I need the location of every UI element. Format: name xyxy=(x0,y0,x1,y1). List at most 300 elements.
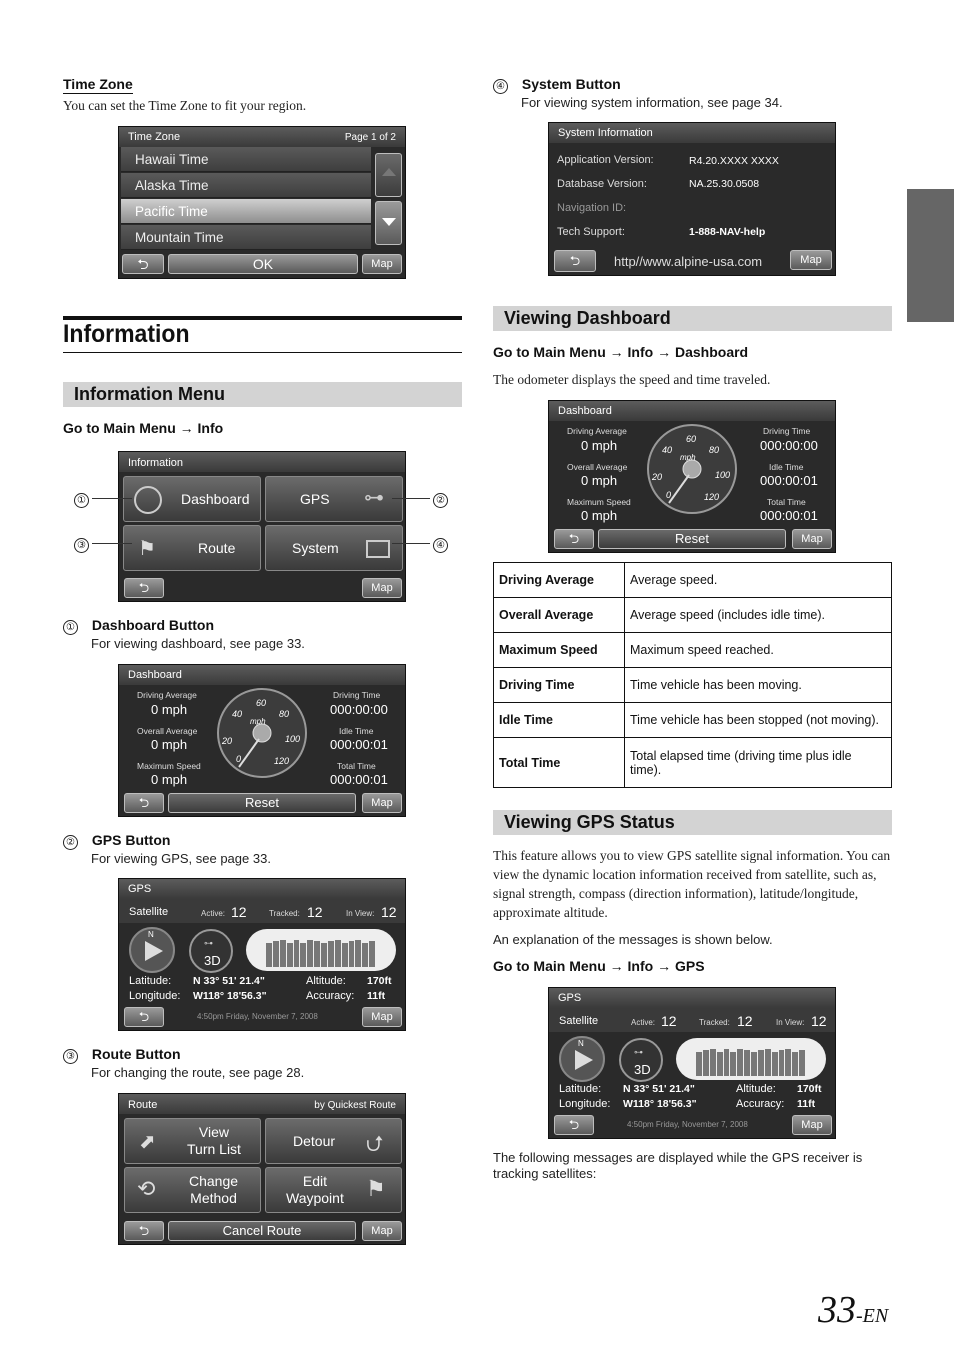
gps-path xyxy=(493,958,705,974)
screen-title: GPS xyxy=(558,992,582,1004)
screen-title: Information xyxy=(128,457,184,469)
screen-header xyxy=(119,1094,405,1114)
screen-title: Dashboard xyxy=(128,669,182,681)
page-number-suffix: -EN xyxy=(856,1305,889,1327)
longitude-label: Longitude: xyxy=(559,1098,611,1110)
system-information-screen xyxy=(548,122,836,276)
list-item[interactable]: Alaska Time xyxy=(121,173,371,198)
app-version-label: Application Version: xyxy=(557,154,654,166)
path-step: Go to Main Menu xyxy=(493,344,606,360)
term-cell: Idle Time xyxy=(494,703,625,738)
reset-button[interactable]: Reset xyxy=(168,793,356,813)
inview-value: 12 xyxy=(811,1013,827,1029)
maximum-speed-value: 0 mph xyxy=(581,508,618,523)
route-mode: by Quickest Route xyxy=(314,1100,396,1111)
heading-text: Route Button xyxy=(91,1046,181,1062)
back-arrow-icon: ⮌ xyxy=(569,253,581,268)
turn-list-icon: ⬈ xyxy=(139,1131,156,1153)
tile-label: Route xyxy=(198,540,236,556)
list-item[interactable]: Mountain Time xyxy=(121,225,371,250)
gauge-tick: 80 xyxy=(279,709,290,719)
tile-label: System xyxy=(292,540,339,556)
signal-bar xyxy=(273,941,279,967)
active-value: 12 xyxy=(231,904,247,920)
screen-header xyxy=(119,665,405,685)
definition-cell: Time vehicle has been stopped (not moving). xyxy=(625,703,892,738)
item-number: ② xyxy=(63,835,78,850)
change-method-tile[interactable] xyxy=(124,1167,261,1213)
accuracy-value: 11ft xyxy=(797,1098,816,1110)
time-zone-desc: You can set the Time Zone to fit your region. xyxy=(63,98,307,113)
page-title: Information xyxy=(63,320,190,348)
signal-bar xyxy=(772,1052,778,1076)
signal-bar xyxy=(730,1052,736,1076)
term-cell: Driving Average xyxy=(494,563,625,598)
website-url: http//www.alpine-usa.com xyxy=(614,254,763,269)
table-row xyxy=(494,738,892,788)
compass-north-label: N xyxy=(148,930,154,939)
callout-1 xyxy=(74,490,89,508)
navigation-id-label: Navigation ID: xyxy=(557,202,627,214)
route-screen xyxy=(118,1093,406,1245)
map-button[interactable]: Map xyxy=(362,578,402,598)
callout-number: ④ xyxy=(433,538,448,553)
gps-button-desc: For viewing GPS, see page 33. xyxy=(91,851,271,866)
path-step: Go to Main Menu xyxy=(493,958,606,974)
fix-icon xyxy=(619,1038,663,1082)
back-arrow-icon: ⮌ xyxy=(138,580,150,595)
definition-cell: Average speed. xyxy=(625,563,892,598)
monitor-icon xyxy=(366,540,390,558)
callout-number: ① xyxy=(74,493,89,508)
path-arrow: → xyxy=(609,958,624,974)
tile-label-line: Method xyxy=(190,1190,237,1206)
satellite-label: Satellite xyxy=(559,1015,599,1027)
signal-bar xyxy=(792,1052,798,1076)
driving-time-label: Driving Time xyxy=(333,690,381,700)
driving-average-value: 0 mph xyxy=(151,702,188,717)
system-button-heading xyxy=(493,76,621,94)
term-cell: Total Time xyxy=(494,738,625,788)
dashboard-path xyxy=(493,344,748,360)
signal-bar xyxy=(710,1049,716,1076)
fix-type: 3D xyxy=(204,953,221,968)
arrow-down-icon xyxy=(382,218,396,226)
gauge-tick: 20 xyxy=(222,736,233,746)
signal-bar xyxy=(294,940,300,967)
altitude-value: 170ft xyxy=(797,1083,822,1095)
driving-average-label: Driving Average xyxy=(567,426,627,436)
signal-bar xyxy=(321,943,327,967)
tile-label: GPS xyxy=(300,491,330,507)
term-cell: Overall Average xyxy=(494,598,625,633)
maximum-speed-label: Maximum Speed xyxy=(137,761,201,771)
compass-needle xyxy=(575,1050,593,1070)
signal-bar xyxy=(266,943,272,967)
signal-bar xyxy=(314,941,320,967)
maximum-speed-label: Maximum Speed xyxy=(567,497,631,507)
route-button-desc: For changing the route, see page 28. xyxy=(91,1065,305,1080)
overall-average-label: Overall Average xyxy=(567,462,628,472)
route-tile[interactable] xyxy=(123,525,261,571)
section-tab xyxy=(907,189,954,322)
heading-text: GPS Button xyxy=(91,832,171,848)
driving-time-value: 000:00:00 xyxy=(330,702,388,717)
signal-bar xyxy=(342,943,348,967)
tile-label-line: View xyxy=(198,1124,230,1140)
idle-time-value: 000:00:01 xyxy=(330,737,388,752)
list-item-selected[interactable]: Pacific Time xyxy=(121,199,371,224)
item-number: ④ xyxy=(493,79,508,94)
active-label: Active: xyxy=(631,1018,656,1027)
signal-bar xyxy=(758,1050,764,1076)
fix-icon xyxy=(189,929,233,973)
gauge-icon xyxy=(134,486,162,514)
altitude-label: Altitude: xyxy=(306,975,346,987)
gauge-tick: 100 xyxy=(715,470,731,480)
callout-number: ③ xyxy=(74,538,89,553)
back-button[interactable] xyxy=(122,254,164,274)
inview-value: 12 xyxy=(381,904,397,920)
gauge-tick: 80 xyxy=(709,445,720,455)
driving-time-value: 000:00:00 xyxy=(760,438,818,453)
information-screen xyxy=(118,451,406,602)
dashboard-tile[interactable] xyxy=(123,476,261,522)
signal-bar xyxy=(744,1050,750,1076)
table-row xyxy=(494,633,892,668)
signal-bar xyxy=(737,1049,743,1076)
total-time-label: Total Time xyxy=(337,761,376,771)
tile-label: Detour xyxy=(293,1133,336,1149)
screen-title: GPS xyxy=(128,883,152,895)
overall-average-label: Overall Average xyxy=(137,726,198,736)
viewing-gps-status-bar: Viewing GPS Status xyxy=(493,810,892,835)
table-row xyxy=(494,563,892,598)
system-tile[interactable] xyxy=(265,525,403,571)
latitude-value: N 33° 51' 21.4" xyxy=(193,975,265,987)
back-arrow-icon: ⮌ xyxy=(568,1117,580,1132)
page-number-value: 33 xyxy=(818,1289,856,1331)
compass-icon xyxy=(559,1036,605,1082)
signal-bar xyxy=(280,940,286,967)
table-row xyxy=(494,703,892,738)
gauge-tick: 60 xyxy=(686,434,697,444)
viewing-dashboard-bar: Viewing Dashboard xyxy=(493,306,892,331)
flag-icon: ⚑ xyxy=(366,1176,386,1201)
timestamp: 4:50pm Friday, November 7, 2008 xyxy=(627,1120,748,1129)
detour-icon: ⮍ xyxy=(366,1131,384,1156)
signal-bar xyxy=(362,943,368,967)
satellite-icon: ⊶ xyxy=(364,487,384,509)
callout-2 xyxy=(433,490,448,508)
database-version-label: Database Version: xyxy=(557,178,647,190)
gauge-hub xyxy=(253,724,271,742)
longitude-label: Longitude: xyxy=(129,990,181,1002)
path-step: Dashboard xyxy=(674,344,749,360)
accuracy-value: 11ft xyxy=(367,990,386,1002)
scroll-up-button[interactable] xyxy=(375,153,402,197)
scroll-down-button[interactable] xyxy=(375,201,402,245)
compass-icon xyxy=(129,927,175,973)
info-menu-path xyxy=(63,420,223,436)
screen-title: Route xyxy=(128,1099,158,1111)
active-value: 12 xyxy=(661,1013,677,1029)
gps-explain: An explanation of the messages is shown below. xyxy=(493,932,773,947)
callout-4 xyxy=(433,535,448,553)
gauge-hub xyxy=(683,460,701,478)
detour-tile[interactable] xyxy=(265,1118,402,1164)
callout-line xyxy=(392,543,430,544)
back-arrow-icon: ⮌ xyxy=(137,256,149,272)
screen-title: Dashboard xyxy=(558,405,612,417)
gauge-unit: mph xyxy=(250,717,266,726)
definition-cell: Maximum speed reached. xyxy=(625,633,892,668)
callout-number: ② xyxy=(433,493,448,508)
tile-label xyxy=(187,1124,241,1158)
signal-bar xyxy=(785,1049,791,1076)
tile-label xyxy=(286,1173,344,1207)
back-arrow-icon: ⮌ xyxy=(138,1223,150,1238)
back-button[interactable] xyxy=(124,578,164,598)
altitude-value: 170ft xyxy=(367,975,392,987)
item-number: ① xyxy=(63,620,78,635)
signal-bar xyxy=(328,941,334,967)
path-step: GPS xyxy=(674,958,705,974)
time-zone-screen xyxy=(118,126,406,279)
overall-average-value: 0 mph xyxy=(151,737,188,752)
gauge-tick: 20 xyxy=(652,472,663,482)
dashboard-button-heading xyxy=(63,617,214,635)
total-time-label: Total Time xyxy=(767,497,806,507)
screen-header xyxy=(549,988,835,1008)
screen-header xyxy=(119,127,405,147)
route-button-heading xyxy=(63,1046,181,1064)
signal-bar xyxy=(287,943,293,967)
path-step: Go to Main Menu xyxy=(63,420,176,436)
term-cell: Maximum Speed xyxy=(494,633,625,668)
compass-north-label: N xyxy=(578,1039,584,1048)
map-button[interactable]: Map xyxy=(362,1221,402,1241)
heading-text: System Button xyxy=(521,76,621,92)
dashboard-definitions-table xyxy=(493,562,892,788)
back-arrow-icon: ⮌ xyxy=(568,531,580,546)
definition-cell: Total elapsed time (driving time plus idle time). xyxy=(625,738,892,788)
maximum-speed-value: 0 mph xyxy=(151,772,188,787)
gauge-tick: 0 xyxy=(666,490,672,500)
path-arrow: → xyxy=(657,958,672,974)
driving-average-value: 0 mph xyxy=(581,438,618,453)
item-number: ③ xyxy=(63,1049,78,1064)
idle-time-label: Idle Time xyxy=(339,726,374,736)
accuracy-label: Accuracy: xyxy=(736,1098,785,1110)
signal-bar xyxy=(765,1049,771,1076)
dashboard-screen xyxy=(548,400,836,553)
gauge-tick: 100 xyxy=(285,734,301,744)
view-turn-list-tile[interactable] xyxy=(124,1118,261,1164)
screen-header xyxy=(119,879,405,899)
path-arrow: → xyxy=(657,344,672,360)
definition-cell: Average speed (includes idle time). xyxy=(625,598,892,633)
driving-time-label: Driving Time xyxy=(763,426,811,436)
back-arrow-icon: ⮌ xyxy=(138,795,150,810)
timestamp: 4:50pm Friday, November 7, 2008 xyxy=(197,1012,318,1021)
signal-bar xyxy=(369,941,375,967)
gauge-tick: 40 xyxy=(232,709,243,719)
signal-strength-graph xyxy=(246,929,396,971)
signal-bar xyxy=(300,943,306,967)
page-number xyxy=(818,1288,888,1332)
total-time-value: 000:00:01 xyxy=(330,772,388,787)
gauge-tick: 120 xyxy=(704,492,720,502)
page-indicator: Page 1 of 2 xyxy=(344,132,396,143)
signal-bar xyxy=(724,1049,730,1076)
signal-bar xyxy=(779,1050,785,1076)
satellite-label: Satellite xyxy=(129,906,169,918)
heading-text: Dashboard Button xyxy=(91,617,214,633)
database-version-value: NA.25.30.0508 xyxy=(689,178,760,190)
dashboard-desc: The odometer displays the speed and time traveled. xyxy=(493,372,771,387)
callout-line xyxy=(92,498,132,499)
map-button[interactable]: Map xyxy=(790,250,832,270)
gps-intro-paragraph: This feature allows you to view GPS satellite signal information. You can view the dynamic location information received from satellite, such as, signal strength, compass (direction information), latitude/longitude, approximate altitude. xyxy=(493,848,891,920)
satellite-icon: ⊶ xyxy=(634,1047,643,1057)
back-button[interactable] xyxy=(124,1221,164,1241)
map-button[interactable]: Map xyxy=(362,793,402,813)
satellite-icon: ⊶ xyxy=(204,938,213,948)
idle-time-label: Idle Time xyxy=(769,462,804,472)
callout-line xyxy=(92,543,132,544)
gauge-tick: 40 xyxy=(662,445,673,455)
tracked-label: Tracked: xyxy=(269,909,300,918)
gps-following-text: The following messages are displayed while the GPS receiver is tracking satellites: xyxy=(493,1150,863,1181)
callout-line xyxy=(392,498,430,499)
title-rule-bottom xyxy=(63,352,462,353)
screen-title: System Information xyxy=(558,127,653,139)
screen-header xyxy=(549,123,835,143)
gauge-tick: 0 xyxy=(236,754,242,764)
tile-label: Dashboard xyxy=(181,491,250,507)
map-button[interactable]: Map xyxy=(792,529,832,549)
path-arrow: → xyxy=(179,420,194,436)
tech-support-label: Tech Support: xyxy=(557,226,625,238)
table-row xyxy=(494,598,892,633)
arrow-up-icon xyxy=(382,168,396,176)
longitude-value: W118° 18'56.3" xyxy=(623,1098,697,1110)
list-item[interactable]: Hawaii Time xyxy=(121,147,371,172)
tile-label xyxy=(189,1173,238,1207)
screen-title: Time Zone xyxy=(128,131,181,143)
speedometer-gauge xyxy=(216,687,308,779)
total-time-value: 000:00:01 xyxy=(760,508,818,523)
idle-time-value: 000:00:01 xyxy=(760,473,818,488)
screen-header xyxy=(119,452,405,472)
longitude-value: W118° 18'56.3" xyxy=(193,990,267,1002)
latitude-label: Latitude: xyxy=(129,975,172,987)
tile-label-line: Waypoint xyxy=(286,1190,344,1206)
signal-bar xyxy=(355,940,361,967)
overall-average-value: 0 mph xyxy=(581,473,618,488)
edit-waypoint-tile[interactable] xyxy=(265,1167,402,1213)
change-icon: ⟲ xyxy=(137,1176,156,1201)
flag-icon: ⚑ xyxy=(138,538,156,560)
signal-bar xyxy=(307,940,313,967)
gauge-unit: mph xyxy=(680,453,696,462)
cancel-route-button[interactable]: Cancel Route xyxy=(168,1221,356,1241)
back-button[interactable] xyxy=(124,793,164,813)
gauge-tick: 120 xyxy=(274,756,290,766)
path-arrow: → xyxy=(609,344,624,360)
fix-type: 3D xyxy=(634,1062,651,1077)
active-label: Active: xyxy=(201,909,226,918)
dashboard-screen xyxy=(118,664,406,817)
path-step: Info xyxy=(627,344,654,360)
back-button[interactable] xyxy=(124,1007,164,1027)
tracked-value: 12 xyxy=(737,1013,753,1029)
term-cell: Driving Time xyxy=(494,668,625,703)
back-arrow-icon: ⮌ xyxy=(138,1009,150,1024)
tracked-label: Tracked: xyxy=(699,1018,730,1027)
callout-3 xyxy=(74,535,89,553)
signal-bar xyxy=(717,1052,723,1076)
gps-tile[interactable] xyxy=(265,476,403,522)
latitude-label: Latitude: xyxy=(559,1083,602,1095)
map-button[interactable]: Map xyxy=(362,1007,402,1027)
gps-screen xyxy=(118,878,406,1031)
driving-average-label: Driving Average xyxy=(137,690,197,700)
tracked-value: 12 xyxy=(307,904,323,920)
definition-cell: Time vehicle has been moving. xyxy=(625,668,892,703)
signal-bar xyxy=(799,1050,805,1076)
back-button[interactable] xyxy=(554,250,596,272)
back-button[interactable] xyxy=(554,1115,594,1135)
signal-bar xyxy=(349,941,355,967)
map-button[interactable]: Map xyxy=(362,254,402,274)
path-step: Info xyxy=(197,420,224,436)
screen-header xyxy=(549,401,835,421)
altitude-label: Altitude: xyxy=(736,1083,776,1095)
signal-bar xyxy=(703,1050,709,1076)
inview-label: In View: xyxy=(346,909,375,918)
gps-button-heading xyxy=(63,832,170,850)
speedometer-gauge xyxy=(646,423,738,515)
tile-label-line: Change xyxy=(189,1173,239,1189)
map-button[interactable]: Map xyxy=(792,1115,832,1135)
gps-screen xyxy=(548,987,836,1139)
system-button-desc: For viewing system information, see page 34. xyxy=(521,95,783,110)
information-menu-bar: Information Menu xyxy=(63,382,462,407)
accuracy-label: Accuracy: xyxy=(306,990,355,1002)
ok-button[interactable]: OK xyxy=(168,254,358,274)
compass-needle xyxy=(145,941,163,961)
reset-button[interactable]: Reset xyxy=(598,529,786,549)
signal-bar xyxy=(696,1052,702,1076)
signal-strength-graph xyxy=(676,1038,826,1080)
signal-bar xyxy=(335,940,341,967)
latitude-value: N 33° 51' 21.4" xyxy=(623,1083,695,1095)
inview-label: In View: xyxy=(776,1018,805,1027)
tile-label-line: Turn List xyxy=(187,1141,241,1157)
time-zone-heading: Time Zone xyxy=(63,76,133,92)
back-button[interactable] xyxy=(554,529,594,549)
dashboard-button-desc: For viewing dashboard, see page 33. xyxy=(91,636,305,651)
gauge-tick: 60 xyxy=(256,698,267,708)
tech-support-value: 1-888-NAV-help xyxy=(689,226,766,238)
app-version-value: R4.20.XXXX XXXX xyxy=(689,155,779,167)
tile-label-line: Edit xyxy=(302,1173,327,1189)
table-row xyxy=(494,668,892,703)
signal-bar xyxy=(751,1052,757,1076)
path-step: Info xyxy=(627,958,654,974)
